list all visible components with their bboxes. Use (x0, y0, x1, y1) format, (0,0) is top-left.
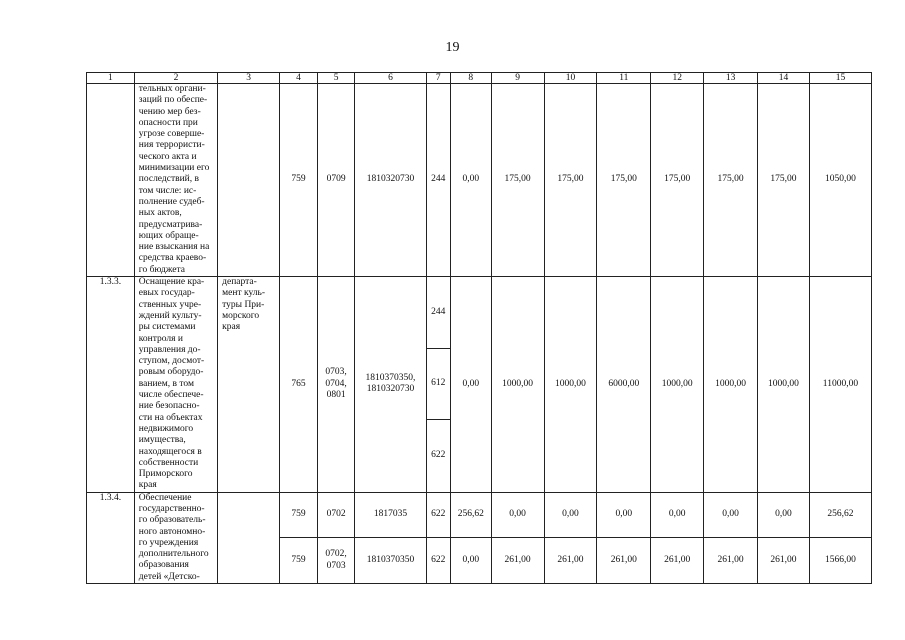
cell-expense-type: 612 (426, 348, 450, 420)
cell-expense-type: 244 (426, 84, 450, 277)
item-name: Оснащение кра- евых государ- ственных учре- ждений культу- ры системами контроля и управления до- ступом, досмот- ровым оборудо- ванием, в том числе обеспече- ние безопасно- сти на объектах недвижимого имущества, находящегося в собственности Приморского края (134, 277, 217, 493)
executor (218, 492, 280, 583)
column-header: 15 (809, 73, 871, 84)
cell-value: 175,00 (651, 84, 704, 277)
column-header: 11 (597, 73, 651, 84)
item-name: Обеспечение государственно- го образователь- ного автономно- го учреждения дополнительного образования детей «Детско- (134, 492, 217, 583)
cell-value: 175,00 (544, 84, 597, 277)
column-header: 14 (758, 73, 810, 84)
cell-value: 0,00 (450, 84, 491, 277)
column-header: 4 (280, 73, 318, 84)
cell-section: 0709 (317, 84, 355, 277)
cell-value: 0,00 (450, 538, 491, 584)
column-header: 5 (317, 73, 355, 84)
cell-section: 0702 (317, 492, 355, 538)
cell-value: 175,00 (704, 84, 758, 277)
cell-value: 261,00 (597, 538, 651, 584)
cell-total: 256,62 (809, 492, 871, 538)
item-number (87, 84, 135, 277)
cell-value: 1000,00 (491, 277, 544, 493)
column-header: 2 (134, 73, 217, 84)
cell-value: 0,00 (544, 492, 597, 538)
cell-value: 261,00 (544, 538, 597, 584)
cell-value: 0,00 (450, 277, 491, 493)
cell-value: 1000,00 (704, 277, 758, 493)
cell-value: 261,00 (651, 538, 704, 584)
cell-value: 1000,00 (544, 277, 597, 493)
cell-value: 1000,00 (651, 277, 704, 493)
cell-section: 0703, 0704, 0801 (317, 277, 355, 493)
cell-target-article: 1810320730 (355, 84, 426, 277)
cell-grbs: 759 (280, 492, 318, 538)
cell-expense-type: 244 (426, 277, 450, 349)
cell-grbs: 765 (280, 277, 318, 493)
table-row (87, 492, 872, 538)
cell-value: 0,00 (491, 492, 544, 538)
cell-value: 261,00 (491, 538, 544, 584)
cell-grbs: 759 (280, 538, 318, 584)
cell-value: 0,00 (651, 492, 704, 538)
cell-total: 1050,00 (809, 84, 871, 277)
cell-target-article: 1810370350, 1810320730 (355, 277, 426, 493)
header-row (87, 73, 872, 84)
cell-target-article: 1810370350 (355, 538, 426, 584)
page-number: 19 (445, 40, 460, 55)
column-header: 9 (491, 73, 544, 84)
budget-table (86, 72, 872, 584)
item-number: 1.3.3. (87, 277, 135, 493)
cell-value: 0,00 (704, 492, 758, 538)
cell-expense-type: 622 (426, 538, 450, 584)
cell-value: 175,00 (758, 84, 810, 277)
cell-value: 175,00 (491, 84, 544, 277)
item-number: 1.3.4. (87, 492, 135, 583)
cell-value: 6000,00 (597, 277, 651, 493)
column-header: 3 (218, 73, 280, 84)
cell-total: 11000,00 (809, 277, 871, 493)
cell-value: 0,00 (597, 492, 651, 538)
executor: департа- мент куль- туры При- морского края (218, 277, 280, 493)
column-header: 7 (426, 73, 450, 84)
table-row (87, 84, 872, 277)
cell-value: 261,00 (704, 538, 758, 584)
executor (218, 84, 280, 277)
column-header: 13 (704, 73, 758, 84)
cell-value: 261,00 (758, 538, 810, 584)
cell-value: 1000,00 (758, 277, 810, 493)
cell-total: 1566,00 (809, 538, 871, 584)
column-header: 8 (450, 73, 491, 84)
column-header: 12 (651, 73, 704, 84)
cell-grbs: 759 (280, 84, 318, 277)
cell-section: 0702, 0703 (317, 538, 355, 584)
column-header: 10 (544, 73, 597, 84)
cell-value: 0,00 (758, 492, 810, 538)
cell-value: 256,62 (450, 492, 491, 538)
cell-target-article: 1817035 (355, 492, 426, 538)
column-header: 1 (87, 73, 135, 84)
cell-value: 175,00 (597, 84, 651, 277)
column-header: 6 (355, 73, 426, 84)
cell-expense-type: 622 (426, 420, 450, 493)
table-row (87, 277, 872, 349)
item-name: тельных органи- заций по обеспе- чению мер без- опасности при угрозе соверше- ния террористи- ческого акта и минимизации его последствий, в том числе: ис- полнение судеб- ных актов, предусматрива- ющих обраще- ние взыскания на средства краево- го бюджета (134, 84, 217, 277)
cell-expense-type: 622 (426, 492, 450, 538)
